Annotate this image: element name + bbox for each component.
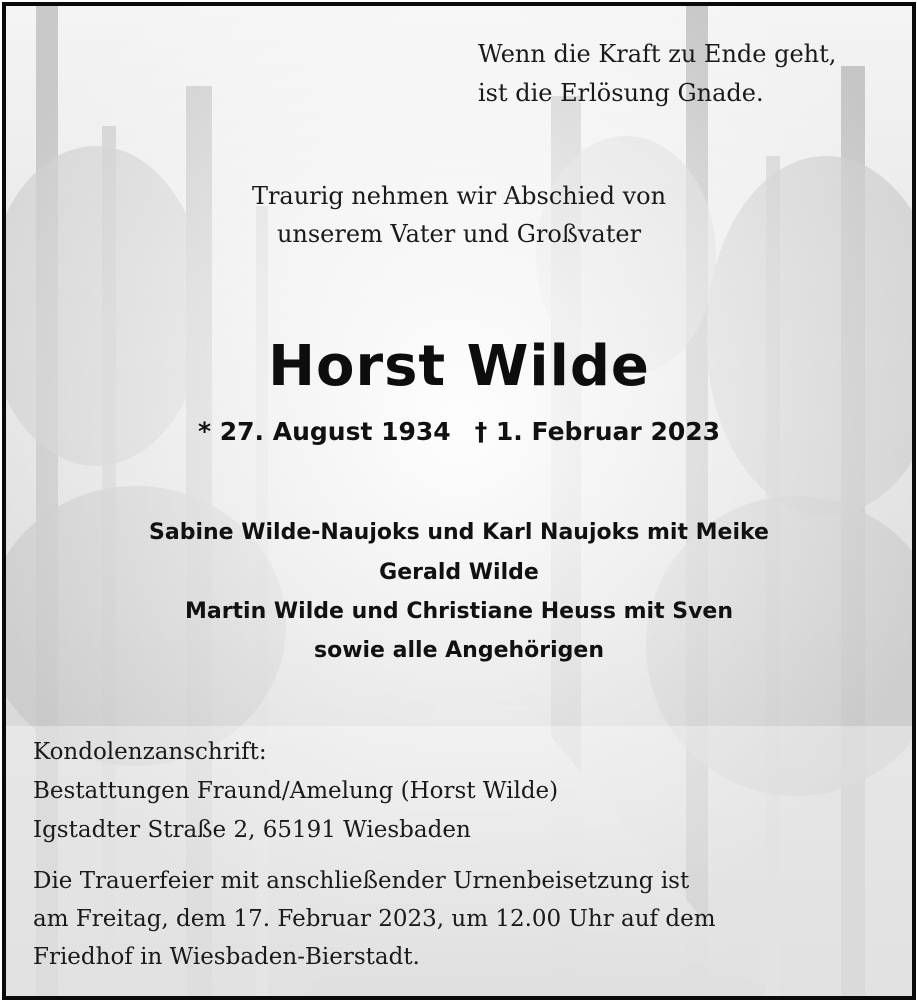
condolence-address-name: Bestattungen Fraund/Amelung (Horst Wilde) (33, 778, 559, 804)
mourner-line-1: Sabine Wilde-Naujoks und Karl Naujoks mit Meike (149, 520, 769, 545)
death-date: † 1. Februar 2023 (474, 417, 721, 446)
condolence-heading: Kondolenzanschrift: (33, 739, 267, 765)
life-dates (6, 416, 912, 448)
obituary-notice (2, 2, 916, 1000)
birth-date: * 27. August 1934 (197, 417, 451, 446)
forest-background-image (6, 6, 912, 996)
mourner-line-4: sowie alle Angehörigen (313, 638, 605, 663)
intro-line-1: Traurig nehmen wir Abschied von (251, 182, 667, 210)
intro-line-2: unserem Vater und Großvater (276, 220, 642, 248)
condolence-address-street: Igstadter Straße 2, 65191 Wiesbaden (33, 817, 471, 843)
quote-line-2: ist die Erlösung Gnade. (478, 79, 764, 107)
mourner-line-2: Gerald Wilde (379, 560, 539, 585)
deceased-name: Horst Wilde (268, 334, 650, 399)
funeral-line-3: Friedhof in Wiesbaden-Bierstadt. (33, 944, 420, 970)
mourner-line-3: Martin Wilde und Christiane Heuss mit Sven (184, 599, 734, 624)
funeral-line-2: am Freitag, dem 17. Februar 2023, um 12.00 Uhr auf dem (33, 906, 716, 932)
quote-line-1: Wenn die Kraft zu Ende geht, (478, 40, 837, 68)
funeral-line-1: Die Trauerfeier mit anschließender Urnenbeisetzung ist (33, 868, 690, 894)
